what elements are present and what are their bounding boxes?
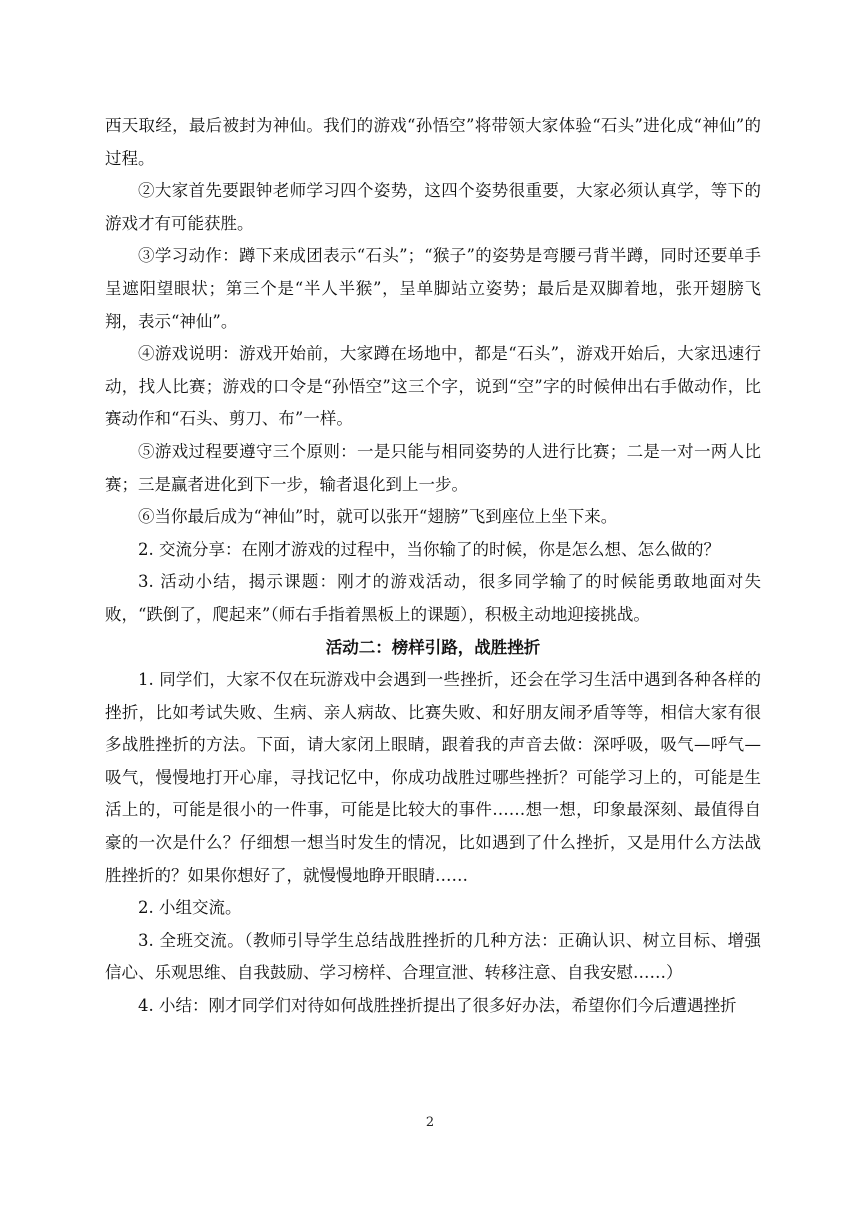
paragraph-7: 2. 交流分享：在刚才游戏的过程中，当你输了的时候，你是怎么想、怎么做的？ — [138, 539, 720, 559]
paragraph-5: ⑤游戏过程要遵守三个原则：一是只能与相同姿势的人进行比赛；二是一对一两人比赛；三是赢者进化到下一步，输者退化到上一步。 — [105, 441, 761, 494]
paragraph-1: 西天取经，最后被封为神仙。我们的游戏“孙悟空”将带领大家体验“石头”进化成“神仙”的过程。 — [105, 116, 761, 168]
paragraph-3: ③学习动作：蹲下来成团表示“石头”；“猴子”的姿势是弯腰弓背半蹲，同时还要单手呈遮阳望眼状；第三个是“半人半猴”，呈单脚站立姿势；最后是双脚着地，张开翅膀飞翔，表示“神仙”。 — [105, 246, 761, 331]
paragraph-12: 4. 小结：刚才同学们对待如何战胜挫折提出了很多好办法，希望你们今后遭遇挫折 — [138, 996, 737, 1016]
paragraph-9: 1. 同学们，大家不仅在玩游戏中会遇到一些挫折，还会在学习生活中遇到各种各样的挫折，比如考试失败、生病、亲人病故、比赛失败、和好朋友闹矛盾等等，相信大家有很多战胜挫折的方法。下面，请大家闭上眼睛，跟着我的声音去做：深呼吸，吸气—呼气—吸气，慢慢地打开心扉，寻找记忆中，你成功战胜过哪些挫折？可能学习上的，可能是生活上的，可能是很小的一件事，可能是比较大的事件……想一想，印象最深刻、最值得自豪的一次是什么？仔细想一想当时发生的情况，比如遇到了什么挫折，又是用什么方法战胜挫折的？如果你想好了，就慢慢地睁开眼睛…… — [105, 670, 761, 885]
section-heading: 活动二：榜样引路，战胜挫折 — [325, 637, 541, 657]
body-text — [105, 110, 761, 1023]
paragraph-6: ⑥当你最后成为“神仙”时，就可以张开“翅膀”飞到座位上坐下来。 — [138, 507, 618, 527]
paragraph-2: ②大家首先要跟钟老师学习四个姿势，这四个姿势很重要，大家必须认真学，等下的游戏才有可能获胜。 — [105, 181, 761, 233]
paragraph-8: 3. 活动小结，揭示课题：刚才的游戏活动，很多同学输了的时候能勇敢地面对失败，“跌倒了，爬起来”（师右手指着黑板上的课题），积极主动地迎接挑战。 — [105, 572, 761, 624]
paragraph-4: ④游戏说明：游戏开始前，大家蹲在场地中，都是“石头”，游戏开始后，大家迅速行动，找人比赛；游戏的口令是“孙悟空”这三个字，说到“空”字的时候伸出右手做动作，比赛动作和“石头、剪刀、布”一样。 — [105, 344, 761, 429]
page-number: 2 — [425, 1115, 435, 1130]
paragraph-10: 2. 小组交流。 — [138, 898, 242, 918]
paragraph-11: 3. 全班交流。（教师引导学生总结战胜挫折的几种方法：正确认识、树立目标、增强信心、乐观思维、自我鼓励、学习榜样、合理宣泄、转移注意、自我安慰……） — [105, 930, 761, 983]
